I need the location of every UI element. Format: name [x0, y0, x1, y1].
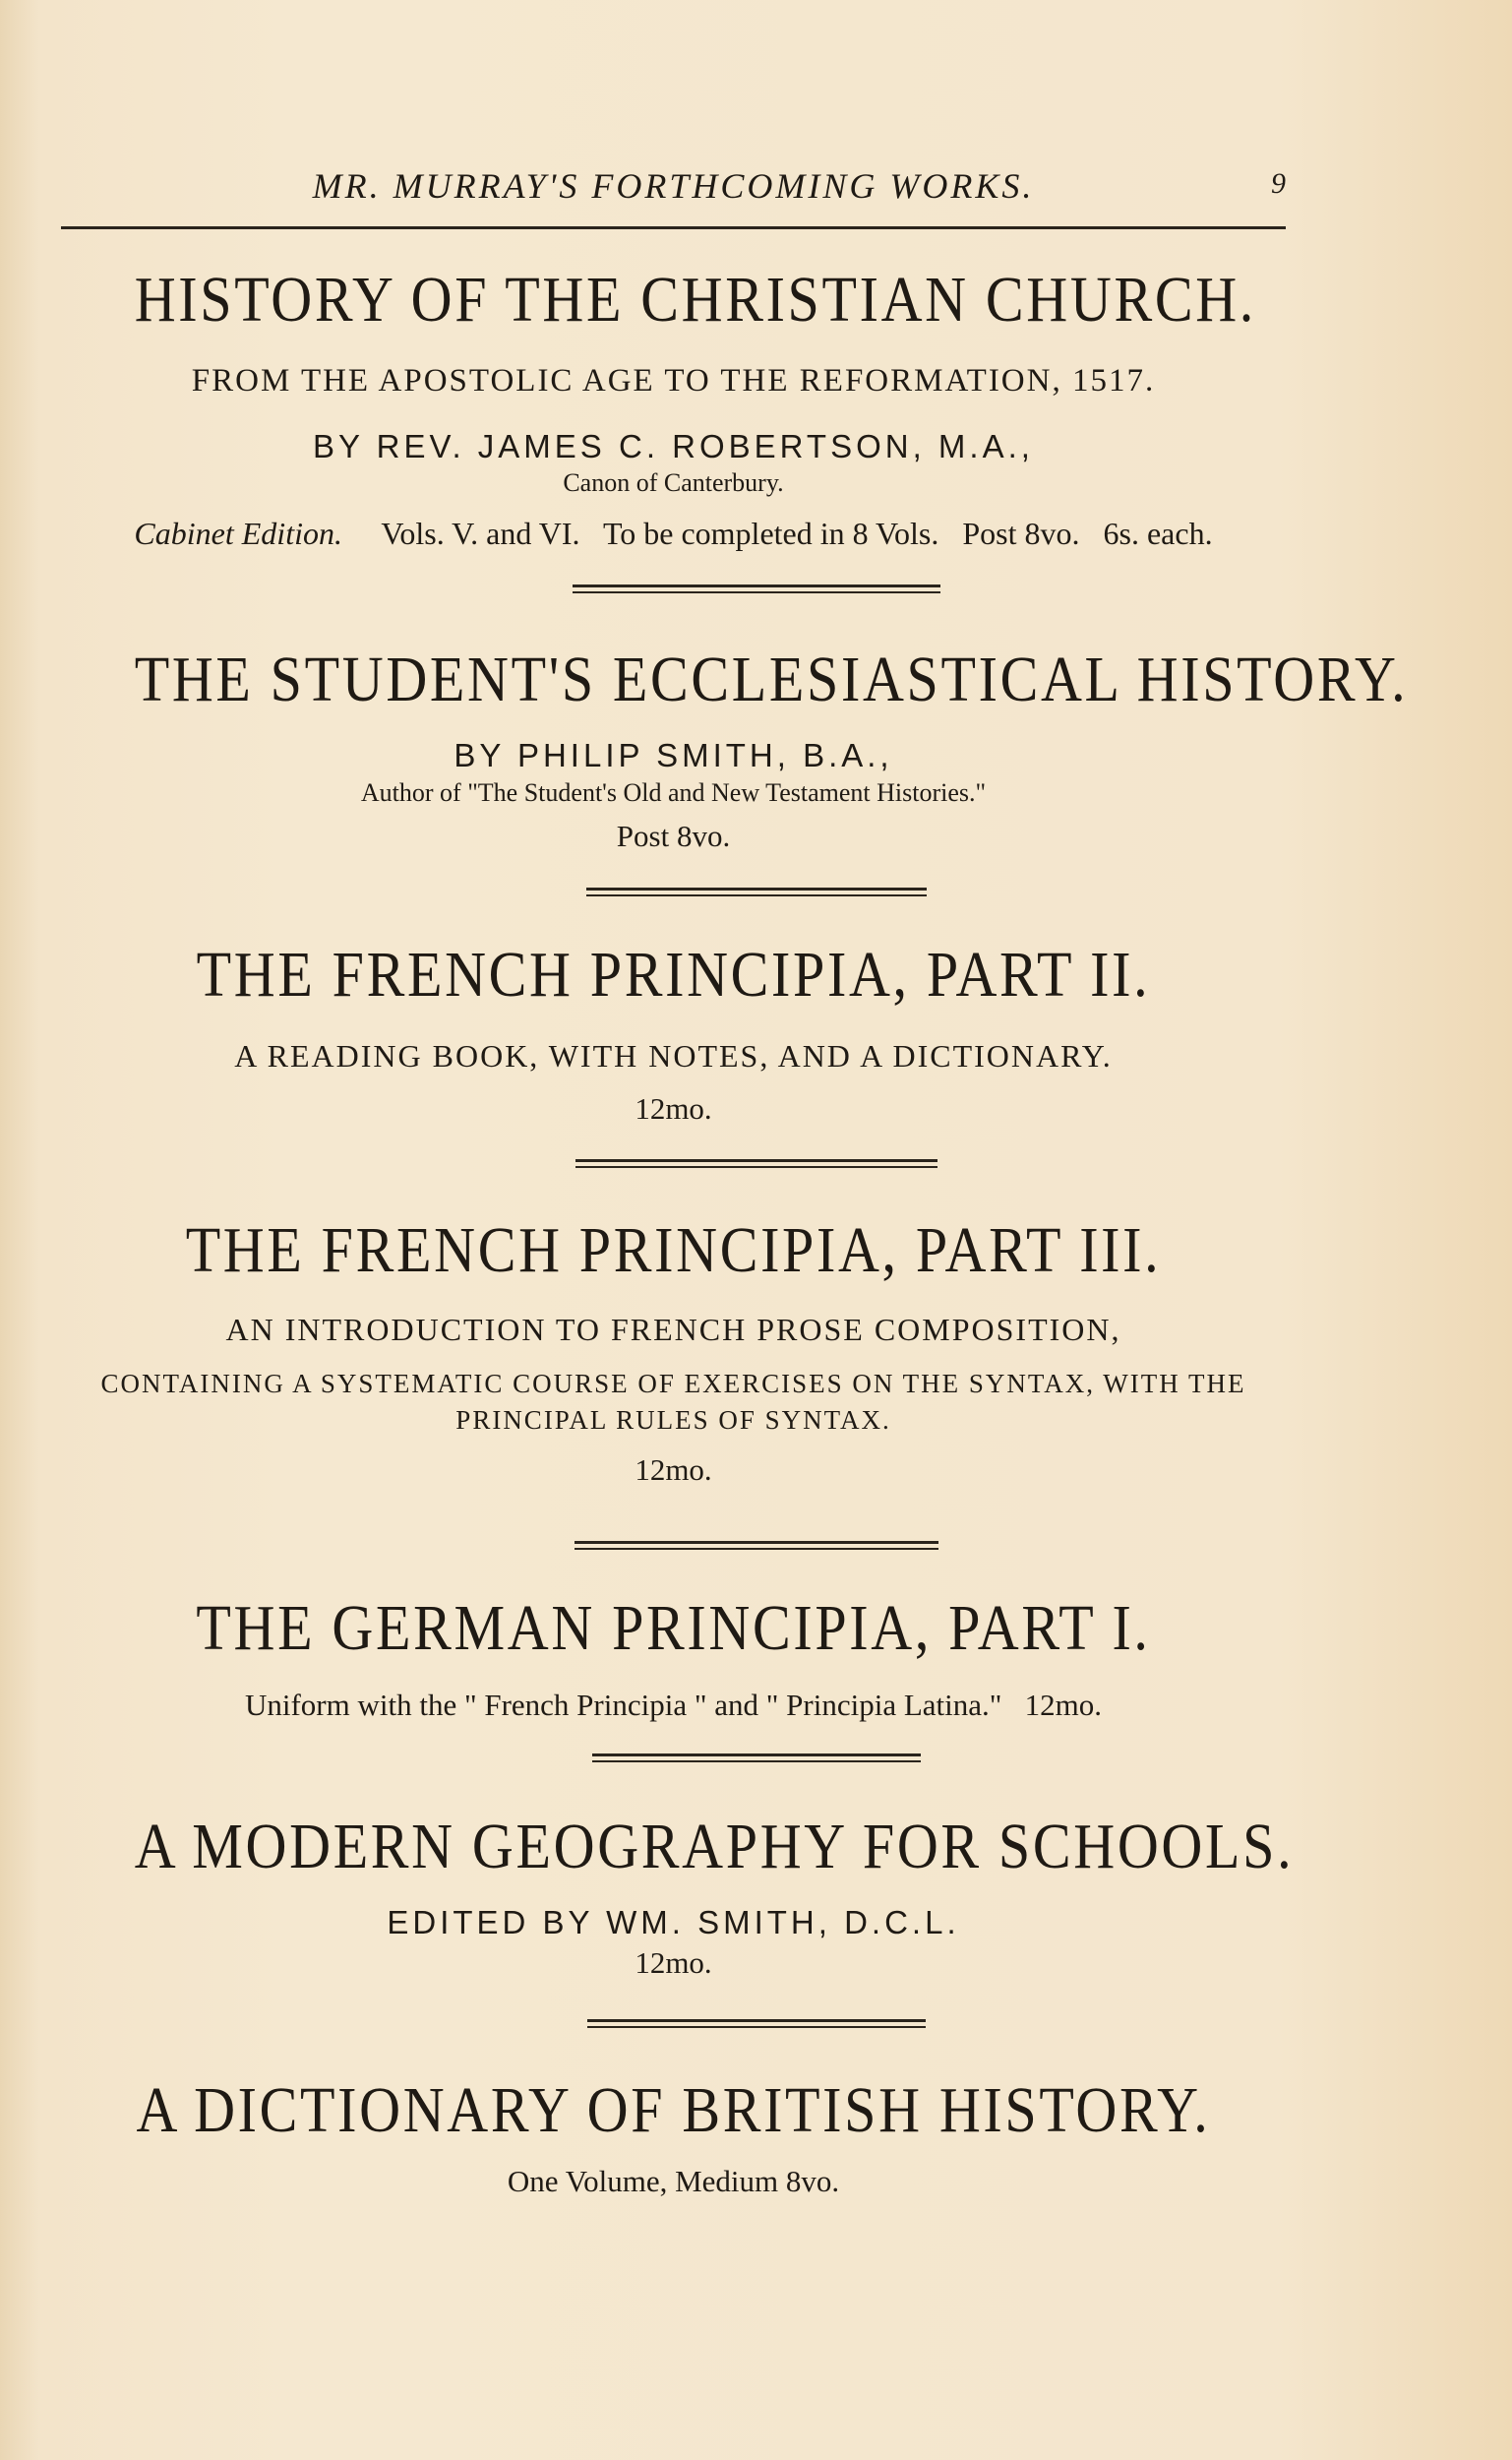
page-number: 9	[1271, 167, 1286, 200]
entry-title: THE STUDENT'S ECCLESIASTICAL HISTORY.	[134, 644, 1409, 715]
edition-detail: Vols. V. and VI. To be completed in 8 Vols. Post 8vo. 6s. each.	[381, 516, 1213, 552]
entry-subtitle: A READING BOOK, WITH NOTES, AND A DICTIONARY.	[234, 1038, 1113, 1074]
entry-author: BY PHILIP SMITH, B.A.,	[454, 737, 893, 773]
entry-edition-line	[61, 516, 1286, 552]
entry-ecclesiastical-history	[61, 644, 1409, 854]
entry-description-line2: PRINCIPAL RULES OF SYNTAX.	[455, 1404, 891, 1435]
section-divider	[592, 1753, 921, 1762]
entry-format: One Volume, Medium 8vo.	[507, 2164, 840, 2198]
entry-format: 12mo.	[635, 1091, 712, 1127]
edition-label: Cabinet Edition.	[134, 516, 342, 552]
entry-title: A DICTIONARY OF BRITISH HISTORY.	[136, 2074, 1211, 2146]
running-head	[61, 165, 1286, 215]
section-divider	[573, 584, 940, 593]
entry-modern-geography	[61, 1811, 1295, 1981]
entry-title: THE FRENCH PRINCIPIA, PART III.	[185, 1214, 1162, 1286]
entry-format: 12mo.	[635, 1452, 712, 1488]
entry-title: A MODERN GEOGRAPHY FOR SCHOOLS.	[134, 1811, 1295, 1882]
section-divider	[575, 1541, 938, 1550]
entry-christian-church	[61, 264, 1286, 552]
entry-format: Post 8vo.	[616, 818, 731, 853]
section-divider	[575, 1159, 937, 1168]
entry-british-history	[61, 2074, 1286, 2199]
entry-author-note: Canon of Canterbury.	[563, 468, 784, 498]
entry-title: THE GERMAN PRINCIPIA, PART I.	[196, 1592, 1151, 1664]
header-rule	[61, 226, 1286, 229]
entry-author: BY REV. JAMES C. ROBERTSON, M.A.,	[313, 427, 1034, 464]
entry-french-principia-2	[61, 939, 1286, 1128]
section-divider	[587, 2019, 926, 2028]
entry-description-line1: CONTAINING A SYSTEMATIC COURSE OF EXERCISES ON THE SYNTAX, WITH THE	[100, 1369, 1246, 1399]
running-title: MR. MURRAY'S FORTHCOMING WORKS.	[312, 166, 1035, 206]
section-divider	[586, 888, 927, 896]
entry-author: EDITED BY WM. SMITH, D.C.L.	[387, 1904, 960, 1940]
entry-subtitle: FROM THE APOSTOLIC AGE TO THE REFORMATION, 1517.	[191, 363, 1156, 399]
entry-french-principia-3	[61, 1214, 1286, 1488]
entry-author-note: Author of "The Student's Old and New Testament Histories."	[360, 777, 987, 807]
entry-format: 12mo.	[635, 1944, 712, 1980]
entry-subtitle: Uniform with the " French Principia " and " Principia Latina." 12mo.	[244, 1688, 1103, 1722]
entry-title: THE FRENCH PRINCIPIA, PART II.	[196, 939, 1151, 1011]
entry-title: HISTORY OF THE CHRISTIAN CHURCH.	[134, 264, 1256, 336]
entry-subtitle: AN INTRODUCTION TO FRENCH PROSE COMPOSITION,	[225, 1312, 1121, 1347]
entry-german-principia	[61, 1592, 1286, 1723]
